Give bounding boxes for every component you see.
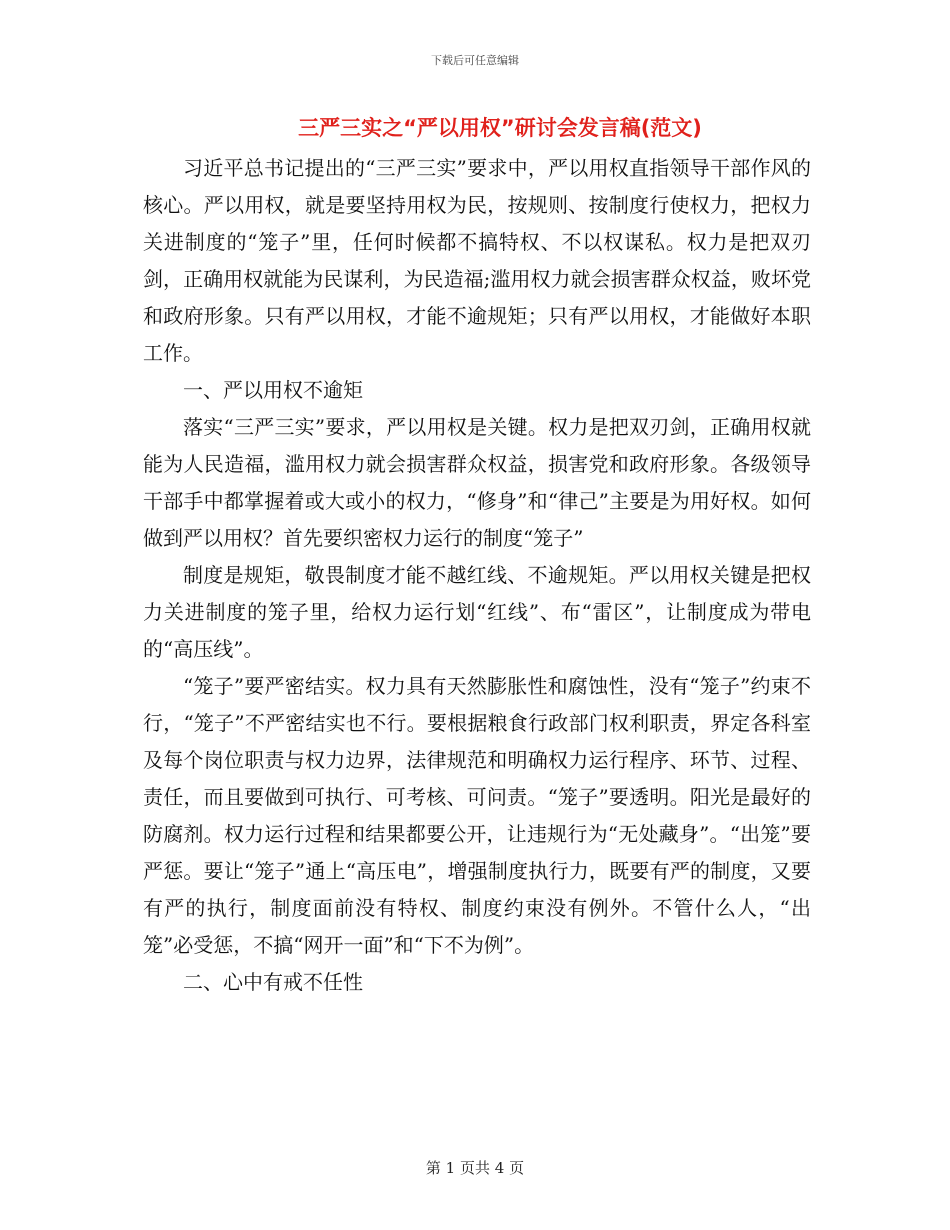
paragraph-intro: 习近平总书记提出的“三严三实”要求中，严以用权直指领导干部作风的核心。严以用权，就是要坚持用权为民，按规则、按制度行使权力，把权力关进制度的“笼子”里，任何时候都不搞特权、不以权谋私。权力是把双刃剑，正确用权就能为民谋利，为民造福;滥用权力就会损害群众权益，败坏党和政府形象。只有严以用权，才能不逾规矩；只有严以用权，才能做好本职工作。	[143, 156, 811, 365]
paragraph-rules: 制度是规矩，敬畏制度才能不越红线、不逾规矩。严以用权关键是把权力关进制度的笼子里，给权力运行划“红线”、布“雷区”，让制度成为带电的“高压线”。	[143, 563, 811, 661]
paragraph-section1-intro: 落实“三严三实”要求，严以用权是关键。权力是把双刃剑，正确用权就能为人民造福，滥用权力就会损害群众权益，损害党和政府形象。各级领导干部手中都掌握着或大或小的权力，“修身”和“律己”主要是为用好权。如何做到严以用权？首先要织密权力运行的制度“笼子”	[143, 415, 811, 550]
document-title: 三严三实之“严以用权”研讨会发言稿(范文)	[298, 116, 702, 140]
section-heading-2: 二、心中有戒不任性	[183, 970, 363, 994]
page-header-note: 下载后可任意编辑	[431, 54, 519, 67]
paragraph-cage: “笼子”要严密结实。权力具有天然膨胀性和腐蚀性，没有“笼子”约束不行，“笼子”不严密结实也不行。要根据粮食行政部门权利职责，界定各科室及每个岗位职责与权力边界，法律规范和明确权力运行程序、环节、过程、责任，而且要做到可执行、可考核、可问责。“笼子”要透明。阳光是最好的防腐剂。权力运行过程和结果都要公开，让违规行为“无处藏身”。“出笼”要严惩。要让“笼子”通上“高压电”，增强制度执行力，既要有严的制度，又要有严的执行，制度面前没有特权、制度约束没有例外。不管什么人，“出笼”必受惩，不搞“网开一面”和“下不为例”。	[143, 674, 811, 957]
document-body	[143, 150, 811, 1001]
section-heading-1: 一、严以用权不逾矩	[183, 378, 363, 402]
page-number: 第 1 页共 4 页	[425, 1159, 525, 1177]
